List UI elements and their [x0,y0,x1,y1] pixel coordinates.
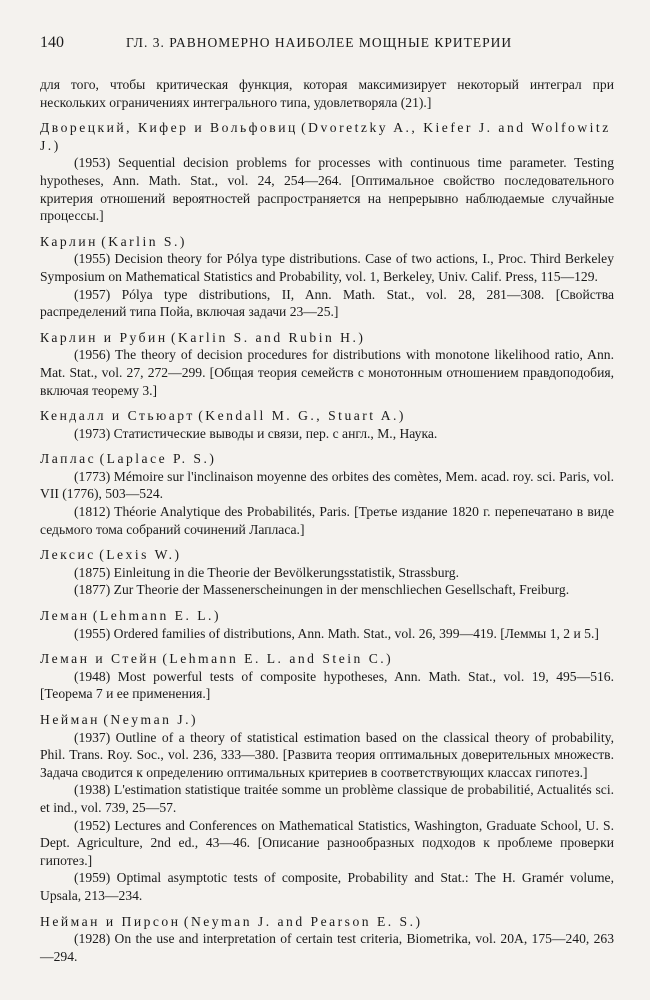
author-name-latin: (Lehmann E. L. and Stein C.) [162,651,394,667]
reference-text: (1959) Optimal asymptotic tests of composite, Probability and Stat.: The H. Gramér volume, Upsala, 213—234. [40,870,614,903]
page-number: 140 [40,34,64,51]
entry-author-line [40,450,614,468]
author-name-latin: (Neyman J.) [103,712,199,727]
reference-text: (1937) Outline of a theory of statistical estimation based on the classical theory of probability, Phil. Trans. Roy. Soc., vol. 236, 333—380. [Развита теория оптимальных доверительных множеств. Задача сводится к определению оптимальных критериев в соответствующих классах гипотез.] [40,729,614,780]
entry-author-line [40,711,614,729]
author-name-latin: (Karlin S. and Rubin H.) [171,329,366,345]
entry-author-line [40,407,614,425]
author-name-latin: (Laplace P. S.) [99,451,217,467]
bibliography-entry [40,450,614,538]
reference-text: (1953) Sequential decision problems for processes with continuous time parameter. Testing hypotheses, Ann. Math. Stat., vol. 24, 254—264. [Оптимальное свойство последовательного критерия отношений вероятностей распространяется на непрерывно наблюдаемые случайные процессы.] [40,155,614,224]
entry-author-line [40,650,614,668]
entry-author-line [40,607,614,625]
author-name-ru: Леман и Стейн [40,651,159,667]
author-name-ru: Леман [40,608,90,624]
intro-paragraph: для того, чтобы критическая функция, которая максимизирует некоторый интеграл при нескольких ограничениях интегрального типа, удовлетворяла (21).] [40,77,614,110]
reference-text: (1955) Decision theory for Pólya type distributions. Case of two actions, I., Proc. Third Berkeley Symposium on Mathematical Statistics and Probability, vol. 1, Berkeley, Univ. Calif. Press, 115—129. [40,251,614,284]
entry-author-line [40,913,614,931]
reference-text: (1955) Ordered families of distributions, Ann. Math. Stat., vol. 26, 399—419. [Леммы 1, 2 и 5.] [74,625,599,641]
bibliography-entry [40,650,614,703]
bibliography-entry [40,607,614,642]
reference-text: (1956) The theory of decision procedures for distributions with monotone likelihood ratio, Ann. Mat. Stat., vol. 27, 272—299. [Общая теория семейств с монотонным отношением правдоподобия, включая теорему 3.] [40,347,614,398]
author-name-ru: Дворецкий, Кифер и Вольфовиц [40,120,298,136]
bibliography [40,76,614,965]
reference-text: (1948) Most powerful tests of composite hypotheses, Ann. Math. Stat., vol. 19, 495—516. [Теорема 7 и ее применения.] [40,668,614,702]
reference-text: (1928) On the use and interpretation of certain test criteria, Biometrika, vol. 20A, 175—240, 263—294. [40,931,614,964]
author-name-latin: (Lexis W.) [99,547,182,563]
entry-author-line [40,119,614,154]
author-name-latin: (Karlin S.) [101,233,187,249]
bibliography-entry [40,407,614,442]
author-name-ru: Карлин [40,233,98,249]
author-name-ru: Карлин и Рубин [40,329,168,345]
author-name-ru: Нейман [40,712,100,727]
bibliography-entry [40,329,614,399]
reference-text: (1952) Lectures and Conferences on Mathematical Statistics, Washington, Graduate School, U. S. Dept. Agriculture, 2nd ed., 43—46. [Описание разнообразных подходов к проблеме проверки гипотез.] [40,817,614,868]
bibliography-entries [40,119,614,965]
bibliography-entry [40,711,614,905]
author-name-ru: Нейман и Пирсон [40,913,181,929]
author-name-latin: (Neyman J. and Pearson E. S.) [183,913,423,929]
reference-text: (1938) L'estimation statistique traitée somme un problème classique de probabilitié, Actualités sci. et ind., vol. 739, 25—57. [40,782,614,815]
page-header [40,34,614,54]
bibliography-entry [40,913,614,966]
reference-text: (1877) Zur Theorie der Massenerscheinungen in der menschliechen Gesellschaft, Freiburg. [74,582,570,598]
entry-author-line [40,329,614,347]
entry-author-line [40,233,614,251]
bibliography-entry [40,119,614,225]
bibliography-entry [40,546,614,599]
author-name-ru: Кендалл и Стьюарт [40,408,195,424]
reference-text: (1957) Pólya type distributions, II, Ann. Math. Stat., vol. 28, 281—308. [Свойства распределений типа Пойа, включая задачи 23—25.] [40,286,614,320]
author-name-ru: Лексис [40,547,96,563]
bibliography-entry [40,233,614,321]
entry-author-line [40,546,614,564]
reference-text: (1773) Mémoire sur l'inclinaison moyenne des orbites des comètes, Mem. acad. roy. sci. Paris, vol. VII (1776), 503—524. [40,468,614,502]
author-name-latin: (Kendall M. G., Stuart A.) [198,408,406,424]
reference-text: (1973) Статистические выводы и связи, пер. с англ., М., Наука. [74,425,438,441]
author-name-latin: (Dvoretzky A., Kiefer J. and Wolfowitz J.) [40,120,611,153]
reference-text: (1875) Einleitung in die Theorie der Bevölkerungsstatistik, Strassburg. [74,564,459,580]
author-name-ru: Лаплас [40,451,97,467]
reference-text: (1812) Théorie Analytique des Probabilités, Paris. [Третье издание 1820 г. перепечатано в виде седьмого тома собраний сочинений Лапласа.] [40,504,614,537]
running-head: ГЛ. 3. РАВНОМЕРНО НАИБОЛЕЕ МОЩНЫЕ КРИТЕРИИ [126,35,513,50]
author-name-latin: (Lehmann E. L.) [92,608,221,624]
